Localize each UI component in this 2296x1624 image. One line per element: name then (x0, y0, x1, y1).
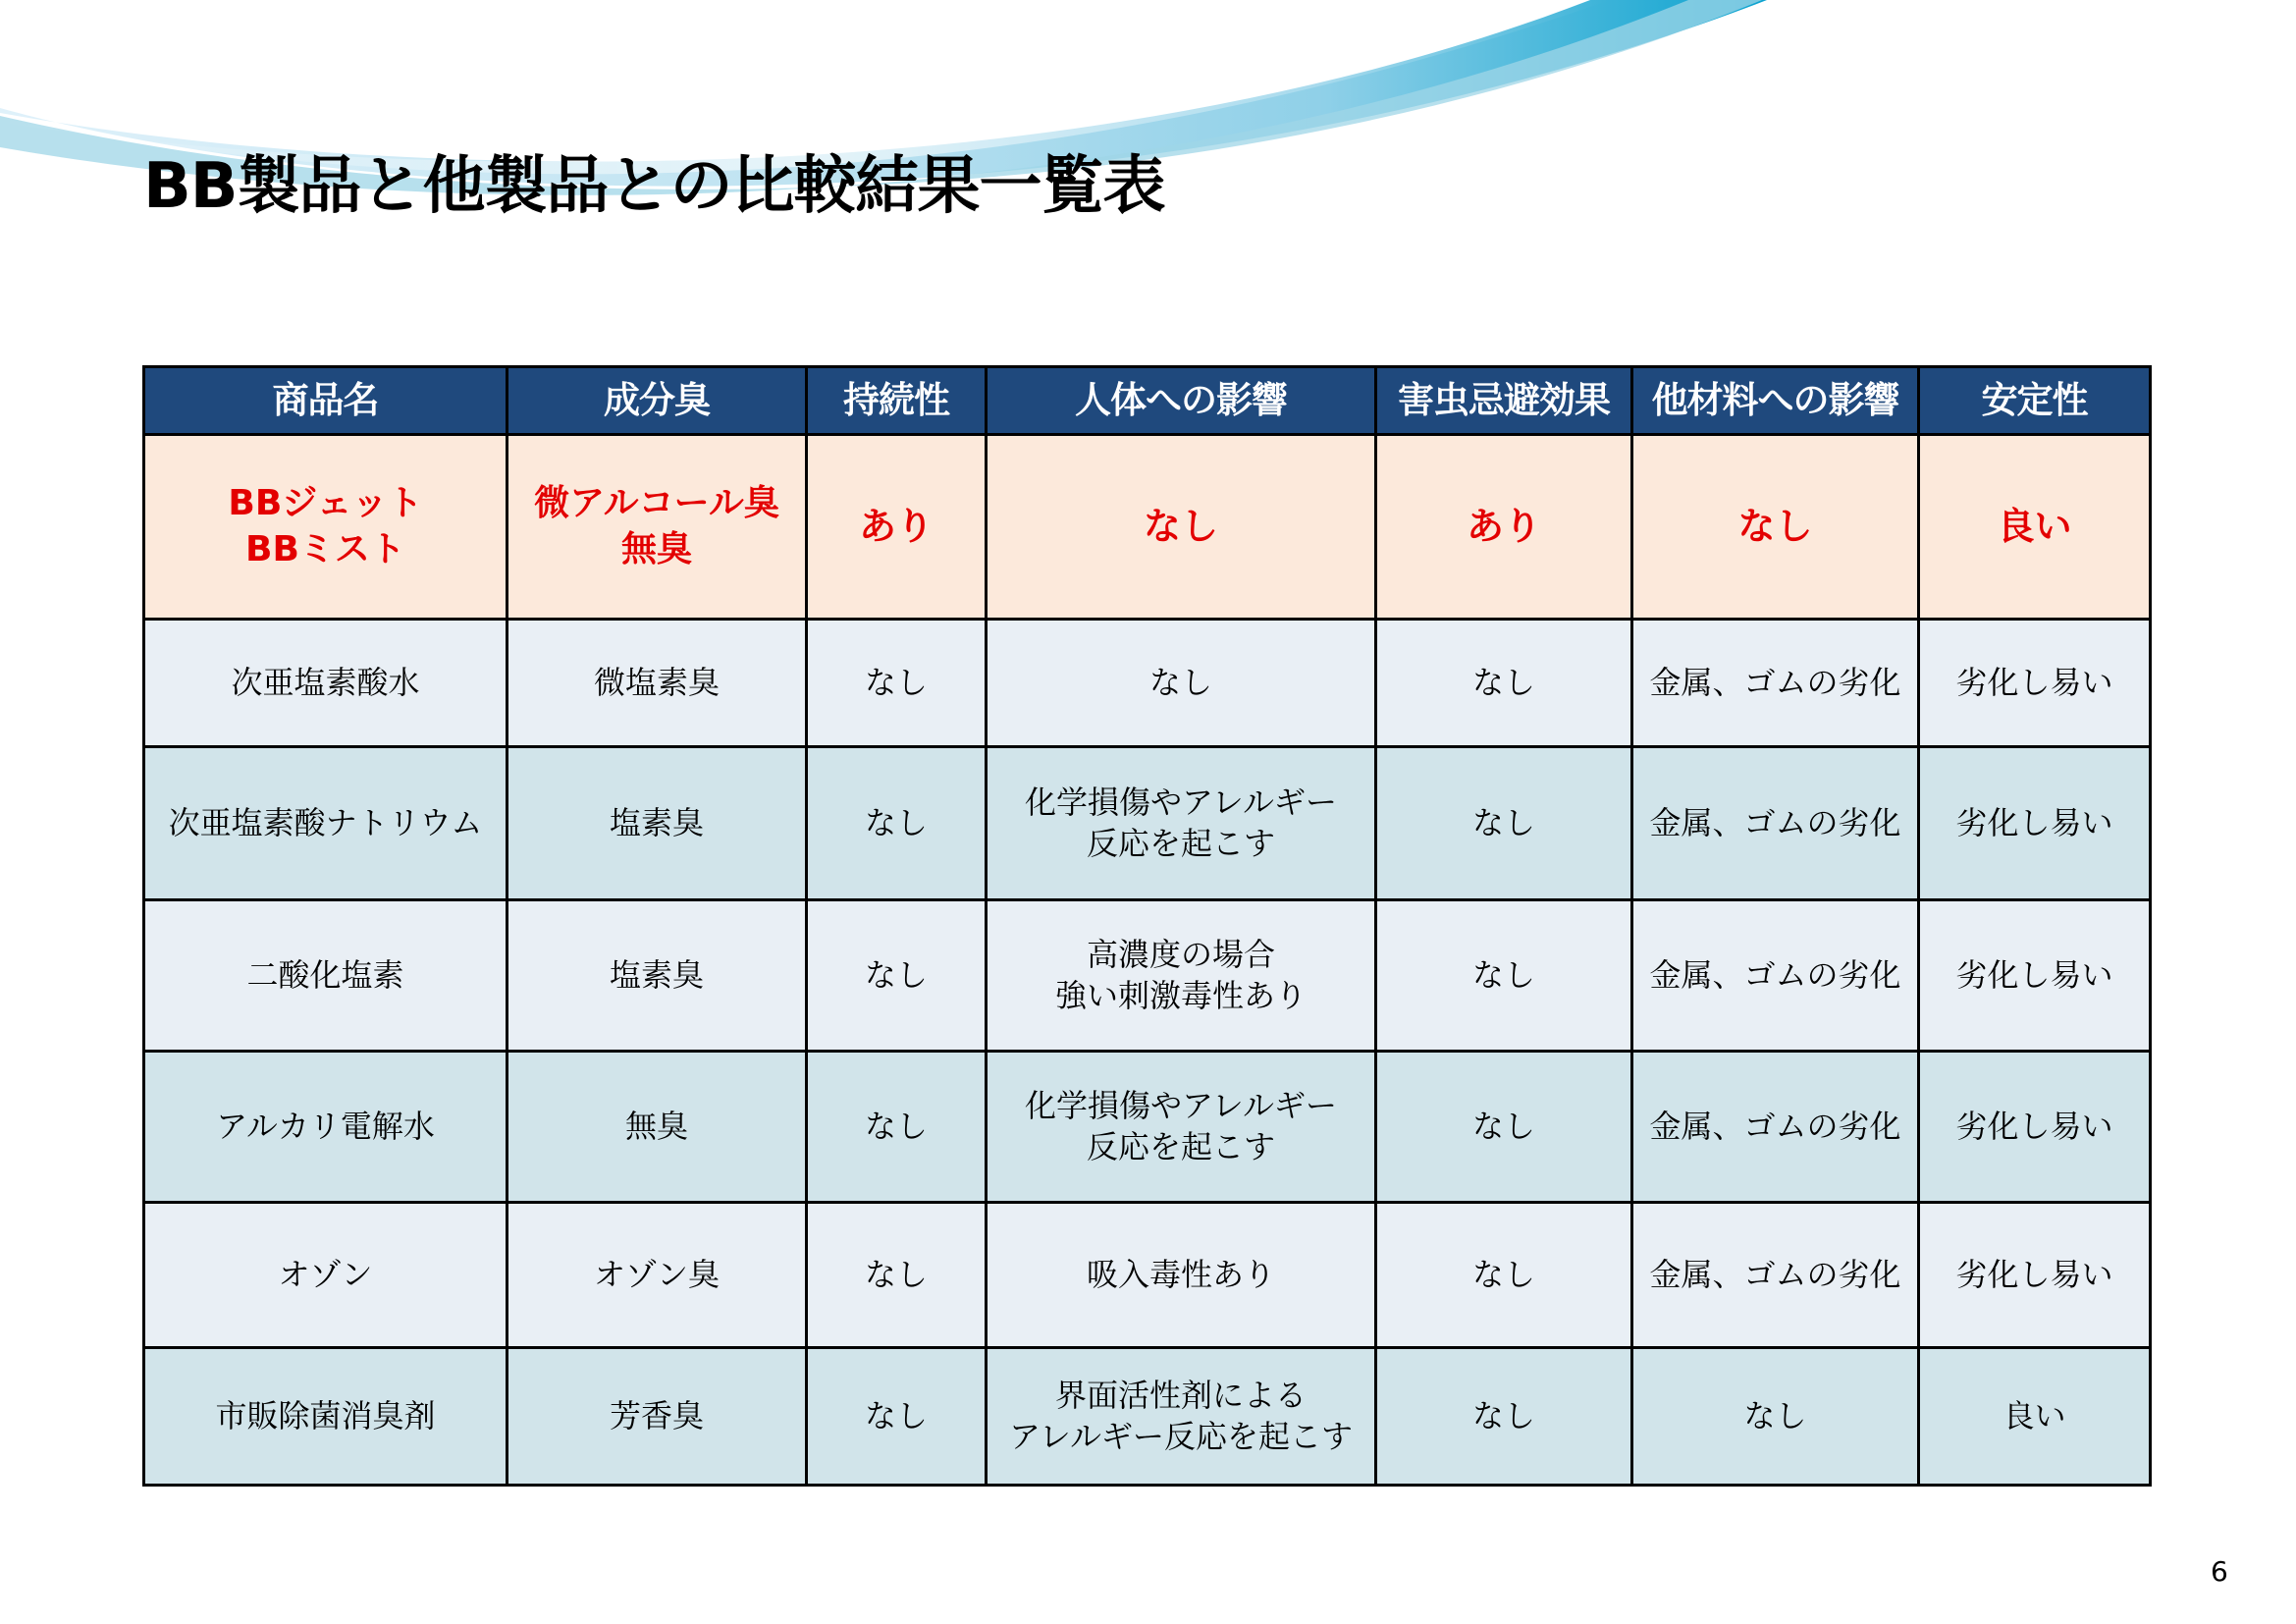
cell-line: なし (1471, 663, 1535, 701)
comparison-table (142, 365, 2152, 1487)
slide-title: BB製品と他製品との比較結果一覧表 (143, 150, 1165, 223)
cell-line: 二酸化塩素 (246, 955, 404, 994)
table-cell (144, 1203, 507, 1348)
table-row (144, 900, 2151, 1052)
table-cell (1376, 1052, 1632, 1203)
cell-line: なし (1148, 663, 1212, 701)
cell-line: なし (864, 803, 928, 841)
table-cell (144, 747, 507, 900)
cell-line: 次亜塩素酸水 (231, 663, 420, 701)
cell-line: 金属、ゴムの劣化 (1649, 955, 1901, 994)
header-product-name: 商品名 (144, 367, 507, 435)
table-cell (807, 435, 987, 620)
cell-line: なし (864, 663, 928, 701)
cell-line: BBミスト (245, 528, 405, 569)
table-cell (1632, 620, 1919, 747)
table-cell (987, 747, 1376, 900)
table-cell (1919, 1348, 2151, 1486)
table-row (144, 620, 2151, 747)
cell-line: なし (1471, 803, 1535, 841)
table-cell (1376, 1203, 1632, 1348)
cell-line: なし (1471, 1396, 1535, 1435)
cell-line: 良い (1997, 504, 2072, 548)
cell-line: 強い刺激毒性あり (1054, 976, 1307, 1014)
cell-line: 金属、ゴムの劣化 (1649, 803, 1901, 841)
table-cell (1376, 435, 1632, 620)
table-row (144, 1052, 2151, 1203)
table-cell (987, 1348, 1376, 1486)
cell-line: なし (864, 1255, 928, 1293)
table-cell (807, 1203, 987, 1348)
cell-line: 劣化し易い (1955, 663, 2113, 701)
cell-line: 高濃度の場合 (1086, 935, 1275, 973)
table-cell (1632, 747, 1919, 900)
header-odor: 成分臭 (507, 367, 807, 435)
table-cell (144, 620, 507, 747)
cell-line: 良い (2002, 1396, 2066, 1435)
cell-line: BBジェット (228, 482, 423, 523)
cell-line: なし (1471, 1255, 1535, 1293)
cell-line: 吸入毒性あり (1086, 1255, 1275, 1293)
cell-line: アルカリ電解水 (216, 1107, 435, 1145)
table-cell (987, 900, 1376, 1052)
table-cell (1632, 1348, 1919, 1486)
table-cell (507, 1203, 807, 1348)
cell-line: あり (1466, 504, 1541, 548)
cell-line: 塩素臭 (609, 803, 704, 841)
cell-line: 微アルコール臭 (534, 482, 779, 523)
cell-line: なし (1737, 504, 1813, 548)
header-insect-repellent: 害虫忌避効果 (1376, 367, 1632, 435)
cell-line: 劣化し易い (1955, 803, 2113, 841)
table-cell (144, 900, 507, 1052)
table-cell (1632, 1052, 1919, 1203)
cell-line: なし (1471, 1107, 1535, 1145)
table-cell (807, 900, 987, 1052)
header-material-effect: 他材料への影響 (1632, 367, 1919, 435)
table-cell (507, 1052, 807, 1203)
table-cell (1919, 900, 2151, 1052)
cell-line: 微塩素臭 (593, 663, 720, 701)
cell-line: なし (1743, 1396, 1807, 1435)
cell-line: なし (1143, 504, 1218, 548)
table-header-row (144, 367, 2151, 435)
table-row (144, 1203, 2151, 1348)
header-human-effect: 人体への影響 (987, 367, 1376, 435)
table-cell (807, 1348, 987, 1486)
table-cell (507, 747, 807, 900)
cell-line: 次亜塩素酸ナトリウム (168, 803, 483, 841)
table-row (144, 747, 2151, 900)
table-cell (1919, 1052, 2151, 1203)
cell-line: なし (864, 955, 928, 994)
table-cell (507, 620, 807, 747)
header-durability: 持続性 (807, 367, 987, 435)
table-cell (1919, 620, 2151, 747)
table-cell (1376, 1348, 1632, 1486)
table-cell (987, 1052, 1376, 1203)
table-cell (807, 1052, 987, 1203)
table-cell (144, 435, 507, 620)
cell-line: 劣化し易い (1955, 1107, 2113, 1145)
cell-line: あり (858, 504, 934, 548)
cell-line: 化学損傷やアレルギー (1025, 1086, 1337, 1124)
table-cell (987, 620, 1376, 747)
cell-line: 金属、ゴムの劣化 (1649, 1107, 1901, 1145)
cell-line: 劣化し易い (1955, 1255, 2113, 1293)
cell-line: 反応を起こす (1086, 824, 1275, 862)
table-cell (1919, 1203, 2151, 1348)
cell-line: 劣化し易い (1955, 955, 2113, 994)
cell-line: アレルギー反応を起こす (1009, 1417, 1353, 1455)
table-cell (1376, 900, 1632, 1052)
table-cell (1919, 747, 2151, 900)
table-cell (144, 1348, 507, 1486)
table-cell (1632, 435, 1919, 620)
table-cell (807, 747, 987, 900)
table-row (144, 1348, 2151, 1486)
cell-line: なし (1471, 955, 1535, 994)
table-cell (507, 435, 807, 620)
cell-line: 化学損傷やアレルギー (1025, 783, 1337, 821)
cell-line: 塩素臭 (609, 955, 704, 994)
cell-line: オゾン臭 (593, 1255, 720, 1293)
table-cell (1632, 900, 1919, 1052)
table-cell (144, 1052, 507, 1203)
table-cell (1376, 620, 1632, 747)
cell-line: 金属、ゴムの劣化 (1649, 663, 1901, 701)
table-cell (807, 620, 987, 747)
header-stability: 安定性 (1919, 367, 2151, 435)
table-cell (1376, 747, 1632, 900)
table-cell (987, 1203, 1376, 1348)
table-cell (1632, 1203, 1919, 1348)
page-number: 6 (2211, 1555, 2228, 1588)
cell-line: なし (864, 1107, 928, 1145)
cell-line: 反応を起こす (1086, 1127, 1275, 1165)
table-row-bb-products (144, 435, 2151, 620)
table-cell (987, 435, 1376, 620)
cell-line: 市販除菌消臭剤 (215, 1396, 436, 1435)
cell-line: 界面活性剤による (1054, 1376, 1307, 1414)
cell-line: 金属、ゴムの劣化 (1649, 1255, 1901, 1293)
cell-line: 無臭 (624, 1107, 688, 1145)
cell-line: 無臭 (620, 528, 692, 569)
cell-line: なし (864, 1396, 928, 1435)
cell-line: 芳香臭 (609, 1396, 704, 1435)
table-cell (507, 900, 807, 1052)
table-cell (507, 1348, 807, 1486)
table-cell (1919, 435, 2151, 620)
cell-line: オゾン (278, 1255, 373, 1293)
